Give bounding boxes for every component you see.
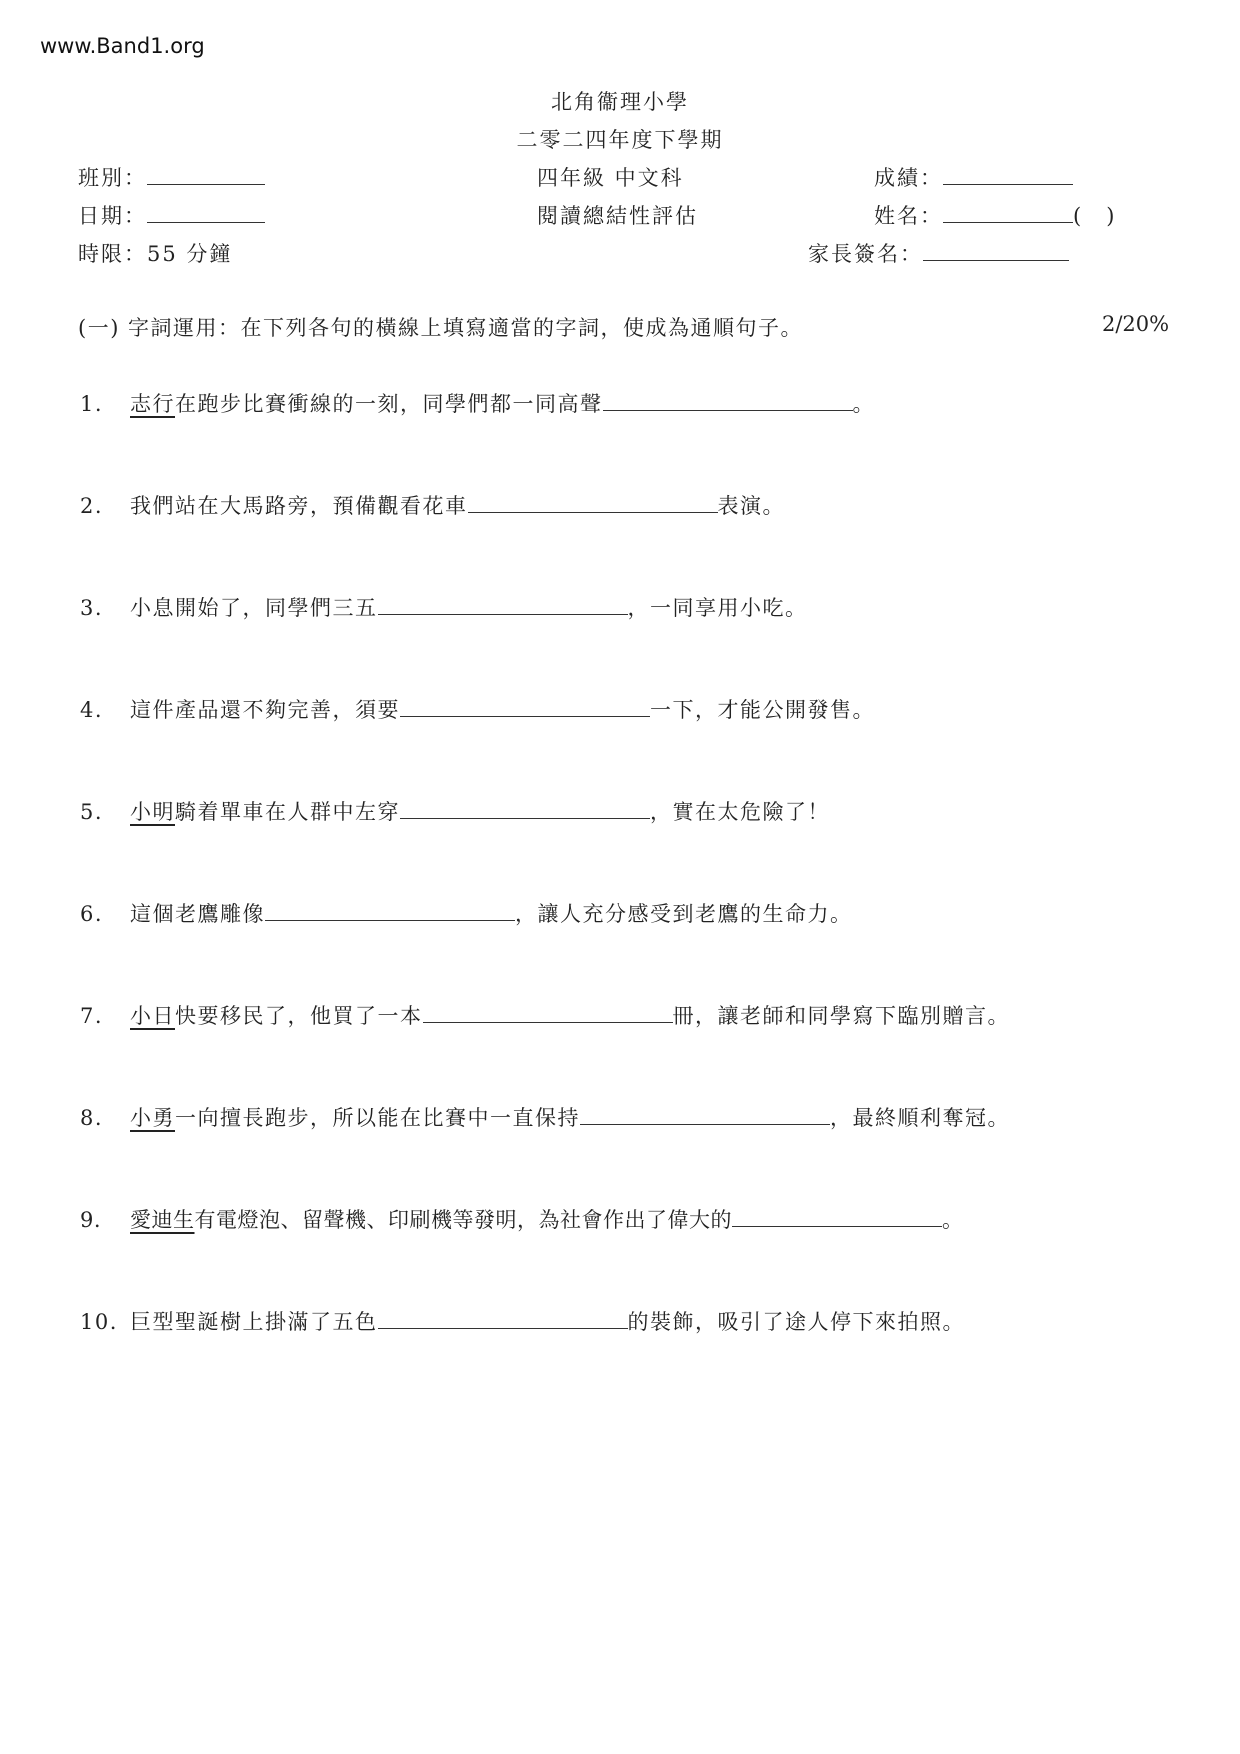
person-name: 愛迪生 [130,1208,195,1232]
watermark: www.Band1.org [40,34,205,58]
question-number: 2. [80,494,104,518]
question-text: 巨型聖誕樹上掛滿了五色 [130,1310,378,1334]
class-field [78,162,265,192]
score-field [874,162,1073,192]
person-name: 小明 [130,800,175,824]
answer-blank[interactable] [400,715,650,717]
question-number: 7. [80,1004,104,1028]
section-score: 2/20% [1102,312,1170,336]
question-2 [80,490,785,520]
name-blank [943,221,1073,223]
question-text: 有電燈泡、留聲機、印刷機等發明，為社會作出了偉大的 [194,1208,732,1232]
class-label: 班別： [78,166,147,190]
question-6 [80,898,853,928]
question-text-end: 的裝飾，吸引了途人停下來拍照。 [627,1310,965,1334]
time-label: 時限： [78,242,147,266]
class-number-paren: ( ) [1073,204,1117,228]
question-number: 9. [80,1208,102,1232]
time-limit [78,238,232,268]
person-name: 小勇 [130,1106,175,1130]
question-text-end: 一下，才能公開發售。 [650,698,875,722]
question-number: 6. [80,902,104,926]
question-text: 騎着單車在人群中左穿 [175,800,400,824]
person-name: 小日 [130,1004,175,1028]
person-name: 志行 [130,392,175,416]
school-name: 北角衞理小學 [551,90,689,114]
answer-blank[interactable] [732,1225,942,1227]
answer-blank[interactable] [265,919,515,921]
section-title: (一) 字詞運用：在下列各句的橫線上填寫適當的字詞，使成為通順句子。 [78,316,804,340]
answer-blank[interactable] [400,817,650,819]
parent-sign-field [808,238,1069,268]
question-number: 3. [80,596,104,620]
time-value: 55 分鐘 [147,242,233,266]
class-blank [147,183,265,185]
question-text-end: 表演。 [717,494,785,518]
name-field [874,200,1116,230]
name-label: 姓名： [874,204,943,228]
answer-blank[interactable] [603,409,853,411]
question-7 [80,1000,1010,1030]
parent-sign-blank [923,259,1069,261]
term-title: 二零二四年度下學期 [516,128,724,152]
question-text-end: 。 [852,392,875,416]
question-text-end: ，一同享用小吃。 [627,596,808,620]
answer-blank[interactable] [378,613,628,615]
question-8 [80,1102,1010,1132]
question-number: 5. [80,800,104,824]
question-number: 8. [80,1106,104,1130]
score-blank [943,183,1073,185]
question-9 [80,1204,964,1234]
question-text-end: ，最終順利奪冠。 [830,1106,1010,1130]
date-blank [147,221,265,223]
question-text-end: 冊，讓老師和同學寫下臨別贈言。 [672,1004,1010,1028]
assessment-title: 閱讀總結性評估 [537,204,698,228]
question-text: 我們站在大馬路旁，預備觀看花車 [130,494,468,518]
question-10 [80,1306,965,1336]
question-number: 1. [80,392,104,416]
question-3 [80,592,808,622]
question-text: 一向擅長跑步，所以能在比賽中一直保持 [175,1106,580,1130]
answer-blank[interactable] [378,1327,628,1329]
question-1 [80,388,875,418]
question-text-end: 。 [942,1208,964,1232]
answer-blank[interactable] [468,511,718,513]
question-text-end: ，讓人充分感受到老鷹的生命力。 [515,902,853,926]
score-label: 成績： [874,166,943,190]
question-text: 快要移民了，他買了一本 [175,1004,423,1028]
question-4 [80,694,875,724]
parent-sign-label: 家長簽名： [808,242,923,266]
date-field [78,200,265,230]
date-label: 日期： [78,204,147,228]
question-number: 4. [80,698,104,722]
question-text: 小息開始了，同學們三五 [130,596,378,620]
question-number: 10. [80,1310,118,1334]
question-5 [80,796,830,826]
question-text: 在跑步比賽衝線的一刻，同學們都一同高聲 [175,392,603,416]
question-text-end: ，實在太危險了！ [650,800,830,824]
answer-blank[interactable] [580,1123,830,1125]
answer-blank[interactable] [423,1021,673,1023]
grade-subject: 四年級 中文科 [537,166,684,190]
question-text: 這個老鷹雕像 [130,902,265,926]
question-text: 這件產品還不夠完善，須要 [130,698,400,722]
